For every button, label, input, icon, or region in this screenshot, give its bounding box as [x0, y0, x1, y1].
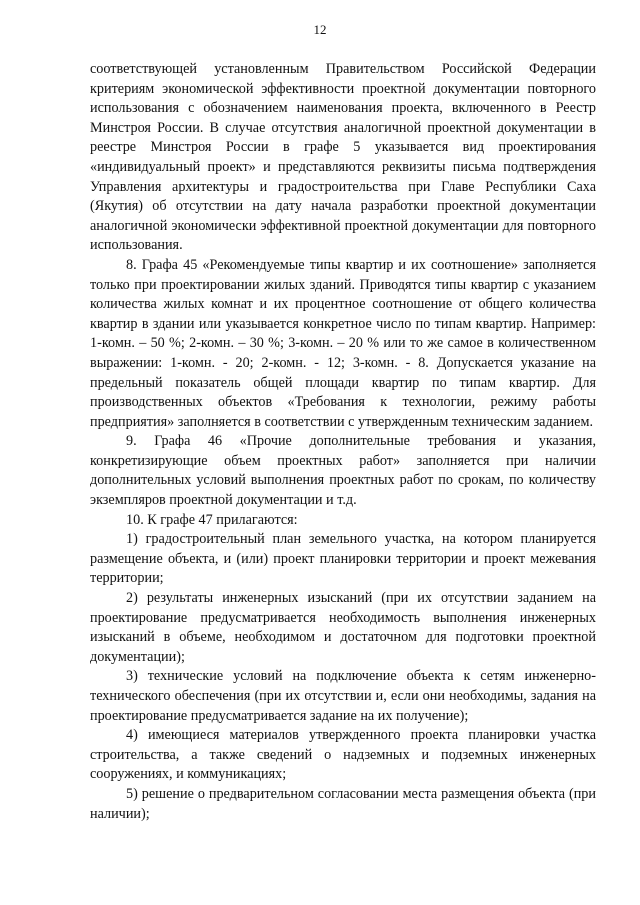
paragraph-item-8: 8. Графа 45 «Рекомендуемые типы квартир и их соотношение» заполняется только при проектировании жилых зданий. Приводятся типы квартир с указанием количества жилых комнат и их процентное соотношение от общего количества квартир в здании или указывается конкретное число по типам квартир. Например: 1-комн. – 50 %; 2-комн. – 30 %; 3-комн. – 20 % или то же самое в количественном выражении: 1-комн. - 20; 2-комн. - 12; 3-комн. - 8. Допускается указание на предельный показатель общей площади квартир по типам квартир. Для производственных объектов «Требования к технологии, режиму работы предприятия» заполняется в соответствии с утвержденным техническим заданием. [90, 256, 596, 430]
paragraph-item-9: 9. Графа 46 «Прочие дополнительные требования и указания, конкретизирующие объем проектных работ» заполняется при наличии дополнительных условий выполнения проектных работ по срокам, по количеству экземпляров проектной документации и т.д. [90, 433, 596, 509]
paragraph-item-10: 10. К графе 47 прилагаются: [126, 511, 298, 528]
list-item-1: 1) градостроительный план земельного участка, на котором планируется размещение объекта, и (или) проект планировки территории и проект межевания территории; [90, 531, 596, 587]
list-item-4: 4) имеющиеся материалов утвержденного проекта планировки участка строительства, а также сведений о надземных и подземных инженерных сооружениях, и коммуникациях; [90, 727, 596, 783]
page-number: 12 [313, 22, 327, 37]
list-item-3: 3) технические условий на подключение объекта к сетям инженерно-технического обеспечения (при их отсутствии и, если они необходимы, задания на проектирование предусматривается задание на их получение); [90, 668, 596, 724]
list-item-2: 2) результаты инженерных изысканий (при их отсутствии заданием на проектирование предусматривается необходимость выполнения инженерных изысканий в объеме, необходимом и достаточном для подготовки проектной документации); [90, 590, 596, 665]
document-body [90, 60, 596, 824]
paragraph-continuation: соответствующей установленным Правительством Российской Федерации критериям экономической эффективности проектной документации повторного использования с обозначением наименования проекта, включенного в Реестр Минстроя России. В случае отсутствия аналогичной проектной документации в реестре Минстроя России в графе 5 указывается вид проектирования «индивидуальный проект» и представляются реквизиты письма подтверждения Управления архитектуры и градостроительства при Главе Республики Саха (Якутия) об отсутствии на дату начала разработки проектной документации аналогичной экономически эффективной проектной документации для повторного использования. [90, 61, 596, 254]
list-item-5: 5) решение о предварительном согласовании места размещения объекта (при наличии); [90, 785, 596, 822]
